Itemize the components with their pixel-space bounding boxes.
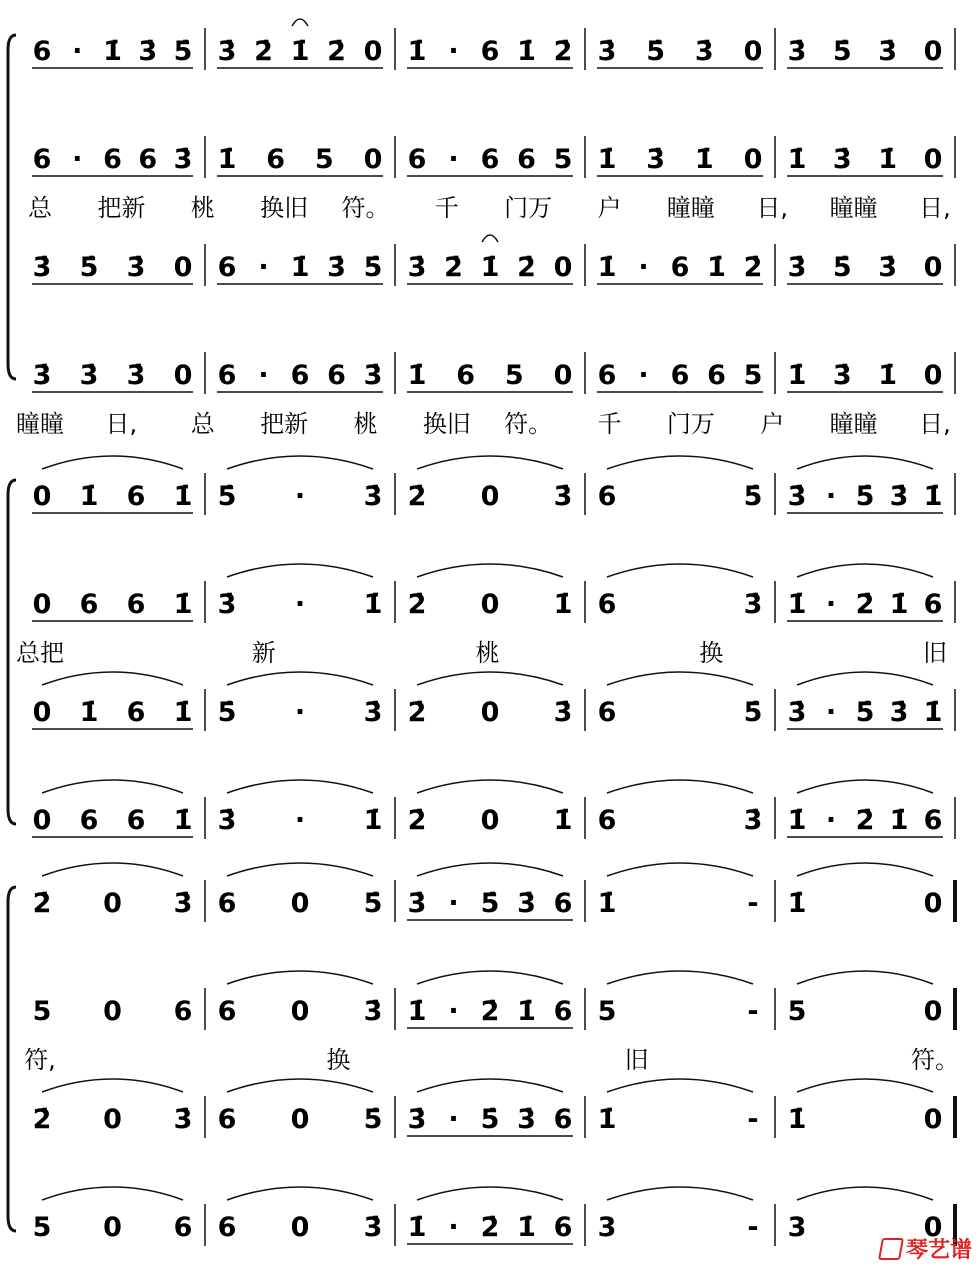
note: 3̇ [787, 697, 807, 728]
note: 6 [407, 144, 427, 175]
note: · [448, 36, 459, 67]
note: 1̇ [173, 805, 193, 836]
note: 6 [79, 589, 99, 620]
note: · [638, 360, 649, 391]
slur [417, 971, 563, 984]
note: 1̇ [407, 996, 427, 1027]
note: 1̇ [787, 144, 807, 175]
note: 1̇ [79, 697, 99, 728]
note: 3̇ [173, 888, 193, 919]
note: 1̇ [363, 805, 383, 836]
note: 0 [103, 1212, 122, 1243]
note: 1̇ [407, 36, 427, 67]
note: 1̇ [787, 805, 807, 836]
slur [227, 564, 373, 577]
note: 6 [670, 360, 690, 391]
note: 5 [743, 360, 763, 391]
note: · [638, 252, 649, 283]
slur [607, 456, 753, 469]
note: 3̇ [363, 996, 383, 1027]
slur [42, 672, 183, 685]
note: 2̇ [444, 252, 463, 283]
lyric-word: 总 [28, 194, 52, 222]
slur [797, 672, 933, 685]
note: 3 [597, 1212, 617, 1243]
note: 1̇ [517, 996, 536, 1027]
note: 1̇ [597, 1104, 617, 1135]
note: 3̇ [79, 360, 99, 391]
slur [417, 672, 563, 685]
note: 0 [923, 144, 943, 175]
note: 6 [126, 589, 146, 620]
lyric-word: 符。 [504, 410, 553, 438]
note: 0 [923, 1104, 943, 1135]
note: 1̇ [480, 252, 500, 283]
note: 3̇ [787, 252, 807, 283]
note: 3̇ [878, 36, 898, 67]
note: 2̇ [855, 805, 875, 836]
note: 0 [173, 252, 193, 283]
note: 5 [553, 144, 573, 175]
note: 3̇ [327, 252, 346, 283]
note: 3̇ [363, 481, 383, 512]
lyric-word: 把新 [260, 410, 309, 438]
note: 3̇ [889, 697, 909, 728]
note: 3̇ [694, 36, 714, 67]
note: 0 [103, 996, 122, 1027]
note: 5̇ [173, 36, 193, 67]
slur [227, 456, 373, 469]
note: 0 [32, 805, 52, 836]
lyric-word: 换旧 [260, 194, 309, 222]
watermark-logo [880, 1233, 972, 1264]
lyric-word: 千 [597, 410, 622, 438]
note: 6 [126, 481, 146, 512]
slur [227, 863, 373, 876]
note: 6 [103, 144, 122, 175]
lyric-word: 日, [919, 194, 951, 222]
lyric-word: 户 [760, 410, 785, 438]
note: 5̇ [646, 36, 666, 67]
note: 1̇ [290, 36, 310, 67]
note: 0 [923, 360, 943, 391]
note: 0 [480, 805, 500, 836]
note: · [825, 697, 837, 728]
note: 0 [923, 888, 943, 919]
note: 6 [480, 144, 500, 175]
slur [417, 1187, 563, 1200]
fermata [482, 235, 498, 242]
note: 0 [923, 996, 943, 1027]
note: 3̇ [32, 252, 52, 283]
lyric-word: 旧 [624, 1046, 649, 1074]
note: 5̇ [855, 481, 875, 512]
lyric-word: 瞳瞳 [829, 410, 878, 438]
slur [607, 1187, 753, 1200]
note: - [747, 1212, 759, 1243]
note: 1̇ [517, 1212, 536, 1243]
note: 2̇ [254, 36, 273, 67]
note: 5̇ [743, 481, 763, 512]
note: 3̇ [173, 144, 193, 175]
note: 6 [217, 360, 237, 391]
note: 6 [217, 996, 237, 1027]
note: 3̇ [363, 360, 383, 391]
note: 0 [923, 252, 943, 283]
note: 5̇ [217, 697, 237, 728]
note: 6 [517, 144, 536, 175]
note: 1̇ [103, 36, 122, 67]
slur [417, 1079, 563, 1092]
fermata [292, 19, 308, 26]
slur [42, 1079, 183, 1092]
slur [607, 863, 753, 876]
lyric-word: 换旧 [422, 410, 471, 438]
note: 2̇ [327, 36, 346, 67]
note: · [72, 144, 83, 175]
slur [417, 564, 563, 577]
note: 3̇ [517, 888, 536, 919]
note: 6 [923, 589, 943, 620]
note: 6 [553, 888, 573, 919]
note: 5 [504, 360, 524, 391]
note: 3̇ [217, 36, 237, 67]
note: 3̇ [173, 1104, 193, 1135]
slur [417, 863, 563, 876]
slur [797, 780, 933, 793]
note: 1̇ [597, 888, 617, 919]
note: 5̇ [363, 888, 383, 919]
system-bracket [8, 35, 16, 379]
note: · [825, 805, 837, 836]
note: 6 [597, 805, 617, 836]
note: · [294, 589, 306, 620]
system-bracket [8, 480, 16, 824]
slur [607, 564, 753, 577]
note: 2̇ [407, 805, 427, 836]
note: 0 [553, 252, 573, 283]
note: 6 [126, 805, 146, 836]
note: 1̇ [889, 805, 909, 836]
lyric-word: 日, [105, 410, 138, 438]
note: 0 [32, 481, 52, 512]
note: 1̇ [878, 360, 898, 391]
note: · [825, 481, 837, 512]
lyric-word: 符。 [911, 1046, 959, 1074]
slur [607, 780, 753, 793]
lyric-word: 瞳瞳 [829, 194, 878, 222]
lyric-word: 把新 [97, 194, 146, 222]
slur [227, 780, 373, 793]
note: · [448, 1104, 459, 1135]
note: · [294, 481, 306, 512]
note: 5 [32, 1212, 52, 1243]
note: · [448, 1212, 459, 1243]
watermark-text: 琴艺谱 [905, 1238, 972, 1263]
note: · [294, 697, 306, 728]
note: 5 [597, 996, 617, 1027]
note: 0 [923, 1212, 943, 1243]
lyric-word: 桃 [475, 639, 500, 667]
slur [227, 672, 373, 685]
note: 1̇ [217, 144, 237, 175]
note: 5 [32, 996, 52, 1027]
note: 6 [480, 36, 500, 67]
note: 6 [456, 360, 476, 391]
note: 1̇ [553, 589, 573, 620]
note: 1̇ [694, 144, 714, 175]
note: 0 [32, 697, 52, 728]
slur [227, 1079, 373, 1092]
note: 1̇ [878, 144, 898, 175]
note: 6 [597, 697, 617, 728]
note: 6 [32, 144, 52, 175]
note: 6 [217, 1212, 237, 1243]
note: 0 [480, 481, 500, 512]
note: 2̇ [407, 589, 427, 620]
note: · [72, 36, 83, 67]
lyric-word: 桃 [353, 410, 378, 438]
note: · [448, 144, 459, 175]
note: 3̇ [126, 252, 146, 283]
note: 5̇ [480, 1104, 500, 1135]
lyric-word: 桃 [190, 194, 215, 222]
note: 1̇ [173, 697, 193, 728]
note: 5̇ [832, 36, 852, 67]
note: 5 [314, 144, 334, 175]
note: 5̇ [217, 481, 237, 512]
note: 6 [707, 360, 726, 391]
note: 2̇ [480, 996, 500, 1027]
note: 2̇ [407, 697, 427, 728]
note: 0 [480, 697, 500, 728]
note: 0 [290, 1104, 310, 1135]
note: 1̇ [787, 888, 807, 919]
note: 3̇ [217, 805, 237, 836]
note: 2̇ [32, 888, 52, 919]
note: 6 [553, 996, 573, 1027]
note: 3̇ [553, 481, 573, 512]
note: 0 [290, 888, 310, 919]
slur [607, 1079, 753, 1092]
note: - [747, 888, 759, 919]
note: 3̇ [743, 589, 763, 620]
slur [797, 1187, 933, 1200]
note: 1̇ [290, 252, 310, 283]
slur [797, 456, 933, 469]
note: 6 [670, 252, 690, 283]
note: 6 [79, 805, 99, 836]
note: 5̇ [363, 252, 383, 283]
note: 3̇ [217, 589, 237, 620]
note: 6 [553, 1104, 573, 1135]
lyric-word: 千 [434, 194, 459, 222]
lyric-word: 换 [699, 639, 724, 667]
note: 3̇ [407, 252, 427, 283]
note: 3̇ [832, 144, 852, 175]
note: 3̇ [363, 697, 383, 728]
note: 5̇ [79, 252, 99, 283]
note: 2̇ [32, 1104, 52, 1135]
note: 5̇ [832, 252, 852, 283]
note: 2̇ [743, 252, 763, 283]
slur [227, 971, 373, 984]
note: 0 [480, 589, 500, 620]
note: 6 [597, 589, 617, 620]
note: 0 [923, 36, 943, 67]
lyric-word: 瞳瞳 [666, 194, 715, 222]
note: 0 [290, 1212, 310, 1243]
note: 6 [173, 996, 193, 1027]
lyric-word: 符。 [341, 194, 390, 222]
note: 1̇ [173, 481, 193, 512]
slur [227, 1187, 373, 1200]
note: 1̇ [79, 481, 99, 512]
note: 2̇ [855, 589, 875, 620]
note: 2̇ [553, 36, 573, 67]
note: 0 [743, 144, 763, 175]
note: 6 [290, 360, 310, 391]
note: 6 [553, 1212, 573, 1243]
note: 3̇ [597, 36, 617, 67]
note: 5̇ [743, 697, 763, 728]
slur [607, 672, 753, 685]
note: 3̇ [407, 888, 427, 919]
note: · [294, 805, 306, 836]
note: 3̇ [407, 1104, 427, 1135]
note: 3̇ [787, 36, 807, 67]
note: 2̇ [480, 1212, 500, 1243]
note: · [258, 252, 269, 283]
system-bracket [8, 887, 16, 1231]
lyric-word: 门万 [504, 194, 553, 222]
note: 1̇ [889, 589, 909, 620]
note: 5̇ [363, 1104, 383, 1135]
lyric-word: 日, [919, 410, 951, 438]
note: 0 [290, 996, 310, 1027]
note: 0 [103, 888, 122, 919]
note: 3̇ [787, 481, 807, 512]
slur [42, 780, 183, 793]
note: 1̇ [553, 805, 573, 836]
note: 3̇ [646, 144, 666, 175]
watermark-icon [878, 1238, 904, 1260]
note: 0 [173, 360, 193, 391]
note: 6 [923, 805, 943, 836]
note: 5 [787, 996, 807, 1027]
slur [42, 456, 183, 469]
note: 5̇ [855, 697, 875, 728]
note: 1̇ [363, 589, 383, 620]
note: 3̇ [878, 252, 898, 283]
note: 0 [553, 360, 573, 391]
slur [797, 971, 933, 984]
note: 1̇ [597, 144, 617, 175]
note: 2̇ [407, 481, 427, 512]
note: 1̇ [787, 589, 807, 620]
slur [417, 456, 563, 469]
note: 3̇ [32, 360, 52, 391]
slur [797, 564, 933, 577]
note: - [747, 996, 759, 1027]
note: 2̇ [517, 252, 536, 283]
note: · [448, 888, 459, 919]
note: 0 [363, 144, 383, 175]
lyric-word: 总把 [16, 639, 64, 667]
lyric-word: 日, [756, 194, 789, 222]
note: 1̇ [923, 697, 943, 728]
note: 0 [743, 36, 763, 67]
lyric-word: 符, [24, 1046, 56, 1074]
lyric-word: 旧 [923, 639, 947, 667]
note: 6 [597, 360, 617, 391]
note: 3̇ [138, 36, 158, 67]
note: 3̇ [126, 360, 146, 391]
note: 3̇ [363, 1212, 383, 1243]
note: 3̇ [517, 1104, 536, 1135]
note: 1̇ [787, 1104, 807, 1135]
note: 6 [138, 144, 158, 175]
note: 1̇ [517, 36, 536, 67]
note: - [747, 1104, 759, 1135]
slur [607, 971, 753, 984]
note: 6 [217, 1104, 237, 1135]
note: 0 [103, 1104, 122, 1135]
note: 6 [217, 888, 237, 919]
note: 1̇ [597, 252, 617, 283]
note: 1̇ [407, 360, 427, 391]
note: 5̇ [480, 888, 500, 919]
lyric-word: 户 [597, 194, 622, 222]
slur [42, 863, 183, 876]
slur [797, 863, 933, 876]
note: 3̇ [832, 360, 852, 391]
lyric-word: 门万 [666, 410, 715, 438]
note: 6 [217, 252, 237, 283]
note: 6 [32, 36, 52, 67]
note: 0 [32, 589, 52, 620]
note: 1̇ [173, 589, 193, 620]
slur [417, 780, 563, 793]
note: 3̇ [889, 481, 909, 512]
note: 1̇ [707, 252, 726, 283]
note: 3̇ [553, 697, 573, 728]
slur [797, 1079, 933, 1092]
note: · [258, 360, 269, 391]
note: 6 [173, 1212, 193, 1243]
note: 3̇ [743, 805, 763, 836]
slur [42, 1187, 183, 1200]
note: 6 [327, 360, 346, 391]
note: 1̇ [787, 360, 807, 391]
note: 6 [266, 144, 286, 175]
note: 1̇ [407, 1212, 427, 1243]
lyric-word: 换 [326, 1046, 351, 1074]
lyric-word: 总 [190, 410, 215, 438]
lyric-word: 瞳瞳 [16, 410, 64, 438]
note: 0 [363, 36, 383, 67]
note: 6 [597, 481, 617, 512]
note: 6 [126, 697, 146, 728]
note: 1̇ [923, 481, 943, 512]
note: · [825, 589, 837, 620]
note: 3 [787, 1212, 807, 1243]
lyric-word: 新 [251, 639, 276, 667]
note: · [448, 996, 459, 1027]
